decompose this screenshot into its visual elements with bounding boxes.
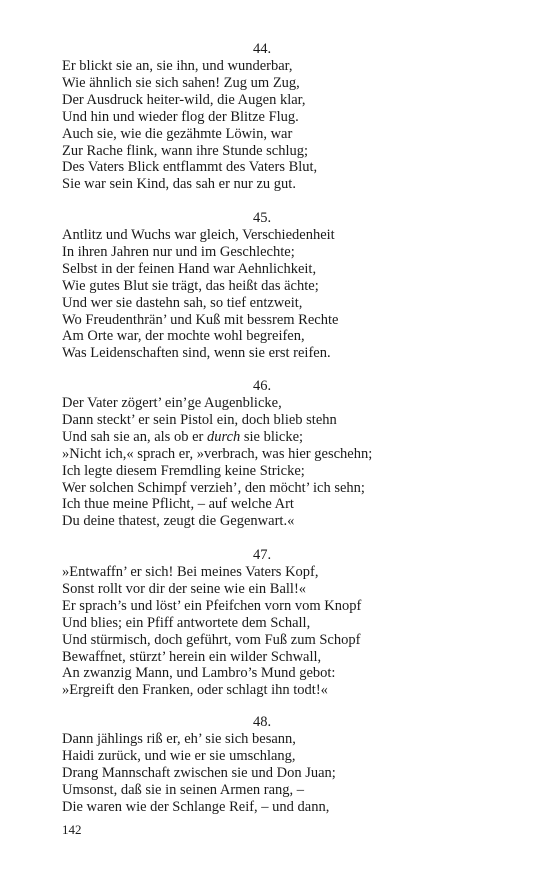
page-number: 142 (62, 822, 82, 837)
verse-line: Er sprach’s und löst’ ein Pfeifchen vorn vom Knopf (62, 597, 362, 614)
verse-line: Ich thue meine Pflicht, – auf welche Art (62, 496, 294, 513)
verse-line: Er blickt sie an, sie ihn, und wunderbar, (62, 58, 293, 74)
verse-line: Selbst in der feinen Hand war Aehnlichkeit, (62, 260, 317, 277)
stanza-44 (62, 41, 502, 193)
stanza-47 (62, 547, 502, 699)
verse-line: Wie gutes Blut sie trägt, das heißt das ächte; (62, 277, 319, 294)
stanza-number: 46. (252, 378, 272, 394)
stanza-number: 47. (252, 547, 272, 563)
stanza-45 (62, 210, 502, 362)
verse-line: Am Orte war, der mochte wohl begreifen, (62, 328, 305, 345)
verse-line: Du deine thatest, zeugt die Gegenwart.« (62, 513, 295, 530)
verse-line: Und stürmisch, doch geführt, vom Fuß zum Schopf (62, 631, 361, 648)
emphasized-word: durch (206, 428, 241, 445)
verse-line: Der Vater zögert’ ein’ge Augenblicke, (62, 395, 282, 411)
verse-line: Die waren wie der Schlange Reif, – und dann, (62, 798, 330, 815)
stanza-48 (62, 714, 502, 816)
verse-line: Ich legte diesem Fremdling keine Stricke; (62, 462, 305, 479)
verse-line: »Entwaffn’ er sich! Bei meines Vaters Kopf, (62, 564, 319, 580)
verse-line: Zur Rache flink, wann ihre Stunde schlug; (62, 142, 309, 159)
stanza-number: 44. (252, 41, 272, 57)
stanza-number: 48. (252, 714, 272, 730)
verse-line: Wo Freudenthrän’ und Kuß mit bessrem Rechte (62, 311, 339, 328)
verse-line: Wer solchen Schimpf verzieh’, den möcht’ ich sehn; (62, 479, 365, 496)
verse-line: Der Ausdruck heiter-wild, die Augen klar, (62, 91, 306, 108)
verse-line: Haidi zurück, und wie er sie umschlang, (62, 747, 296, 764)
verse-line: Dann jählings riß er, eh’ sie sich besann, (62, 731, 296, 747)
verse-line-end: sie blicke; (240, 428, 304, 445)
verse-line: Bewaffnet, stürzt’ herein ein wilder Schwall, (62, 648, 322, 665)
verse-line: Umsonst, daß sie in seinen Armen rang, – (62, 781, 305, 798)
verse-line: »Ergreift den Franken, oder schlagt ihn todt!« (62, 682, 328, 699)
verse-line-start: Und sah sie an, als ob er (62, 428, 207, 445)
verse-line: Drang Mannschaft zwischen sie und Don Juan; (62, 764, 336, 781)
verse-line: An zwanzig Mann, und Lambro’s Mund gebot: (62, 665, 336, 682)
verse-line: Und blies; ein Pfiff antwortete dem Schall, (62, 614, 311, 631)
verse-line: Was Leidenschaften sind, wenn sie erst reifen. (62, 345, 331, 362)
verse-line: Sonst rollt vor dir der seine wie ein Ball!« (62, 580, 307, 597)
verse-line: Und wer sie dastehn sah, so tief entzweit, (62, 294, 303, 311)
verse-line: Und hin und wieder flog der Blitze Flug. (62, 108, 299, 125)
verse-line: Dann steckt’ er sein Pistol ein, doch blieb stehn (62, 411, 337, 428)
verse-line: Wie ähnlich sie sich sahen! Zug um Zug, (62, 74, 300, 91)
stanza-number: 45. (252, 210, 272, 226)
verse-line: In ihren Jahren nur und im Geschlechte; (62, 243, 295, 260)
stanza-46 (62, 378, 502, 530)
verse-line: Auch sie, wie die gezähmte Löwin, war (62, 125, 293, 142)
verse-line: »Nicht ich,« sprach er, »verbrach, was hier geschehn; (62, 445, 373, 462)
verse-line: Des Vaters Blick entflammt des Vaters Blut, (62, 159, 318, 176)
verse-line: Antlitz und Wuchs war gleich, Verschiedenheit (62, 227, 335, 243)
verse-line (62, 429, 502, 446)
verse-line: Sie war sein Kind, das sah er nur zu gut. (62, 176, 296, 193)
